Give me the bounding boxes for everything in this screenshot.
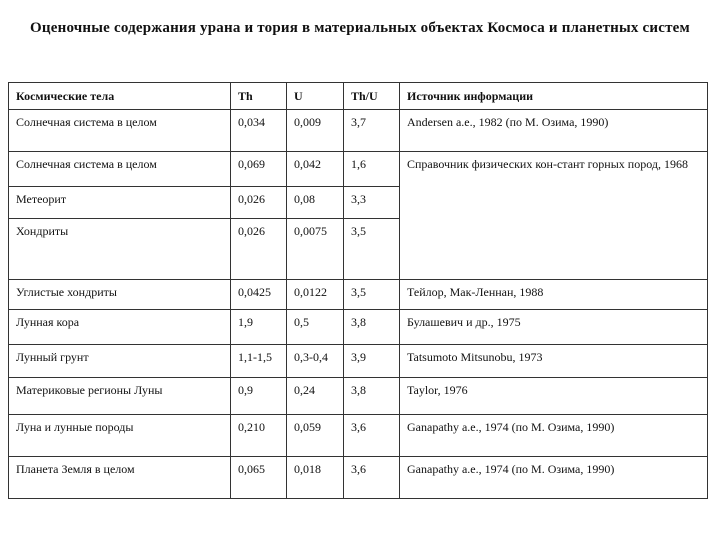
cell-th: 1,1-1,5 xyxy=(231,345,287,378)
cell-body: Хондриты xyxy=(9,219,231,280)
cell-ratio: 1,6 xyxy=(344,152,400,187)
cell-source: Andersen a.e., 1982 (по М. Озима, 1990) xyxy=(400,110,708,152)
cell-ratio: 3,6 xyxy=(344,457,400,499)
cell-source: Тейлор, Мак-Леннан, 1988 xyxy=(400,280,708,310)
table-row xyxy=(9,345,708,378)
cell-ratio: 3,5 xyxy=(344,219,400,280)
cell-th: 1,9 xyxy=(231,310,287,345)
header-cell-ratio: Th/U xyxy=(344,83,400,110)
table-row xyxy=(9,110,708,152)
header-cell-th: Th xyxy=(231,83,287,110)
cell-u: 0,24 xyxy=(287,378,344,415)
header-cell-source: Источник информации xyxy=(400,83,708,110)
table-row xyxy=(9,310,708,345)
header-cell-u: U xyxy=(287,83,344,110)
cell-ratio: 3,8 xyxy=(344,378,400,415)
cell-body: Планета Земля в целом xyxy=(9,457,231,499)
cell-th: 0,069 xyxy=(231,152,287,187)
table-header-row xyxy=(9,83,708,110)
cell-u: 0,0075 xyxy=(287,219,344,280)
cell-ratio: 3,8 xyxy=(344,310,400,345)
cell-ratio: 3,6 xyxy=(344,415,400,457)
cell-th: 0,0425 xyxy=(231,280,287,310)
table-row xyxy=(9,280,708,310)
cell-th: 0,034 xyxy=(231,110,287,152)
cell-u: 0,3-0,4 xyxy=(287,345,344,378)
table-row xyxy=(9,378,708,415)
header-cell-body: Космические тела xyxy=(9,83,231,110)
table-row xyxy=(9,152,708,187)
cell-u: 0,042 xyxy=(287,152,344,187)
cell-body: Солнечная система в целом xyxy=(9,152,231,187)
cell-body: Лунная кора xyxy=(9,310,231,345)
cell-body: Лунный грунт xyxy=(9,345,231,378)
cell-u: 0,0122 xyxy=(287,280,344,310)
page-title: Оценочные содержания урана и тория в материальных объектах Космоса и планетных систем xyxy=(30,20,690,36)
cell-th: 0,026 xyxy=(231,187,287,219)
table-row xyxy=(9,415,708,457)
cell-source: Ganapathy a.e., 1974 (по М. Озима, 1990) xyxy=(400,415,708,457)
cell-ratio: 3,5 xyxy=(344,280,400,310)
cell-ratio: 3,3 xyxy=(344,187,400,219)
cell-u: 0,018 xyxy=(287,457,344,499)
cell-th: 0,065 xyxy=(231,457,287,499)
cell-u: 0,08 xyxy=(287,187,344,219)
cell-source: Ganapathy a.e., 1974 (по М. Озима, 1990) xyxy=(400,457,708,499)
cell-u: 0,009 xyxy=(287,110,344,152)
cell-body: Материковые регионы Луны xyxy=(9,378,231,415)
cell-source: Булашевич и др., 1975 xyxy=(400,310,708,345)
cell-ratio: 3,7 xyxy=(344,110,400,152)
cell-source: Справочник физических кон-стант горных пород, 1968 xyxy=(400,152,708,280)
cell-th: 0,9 xyxy=(231,378,287,415)
cell-source: Tatsumoto Mitsunobu, 1973 xyxy=(400,345,708,378)
table-row xyxy=(9,457,708,499)
cell-source: Taylor, 1976 xyxy=(400,378,708,415)
cell-th: 0,026 xyxy=(231,219,287,280)
cell-u: 0,059 xyxy=(287,415,344,457)
cell-u: 0,5 xyxy=(287,310,344,345)
cell-body: Солнечная система в целом xyxy=(9,110,231,152)
cell-body: Углистые хондриты xyxy=(9,280,231,310)
cell-body: Метеорит xyxy=(9,187,231,219)
data-table xyxy=(8,82,708,499)
cell-ratio: 3,9 xyxy=(344,345,400,378)
cell-th: 0,210 xyxy=(231,415,287,457)
cell-body: Луна и лунные породы xyxy=(9,415,231,457)
